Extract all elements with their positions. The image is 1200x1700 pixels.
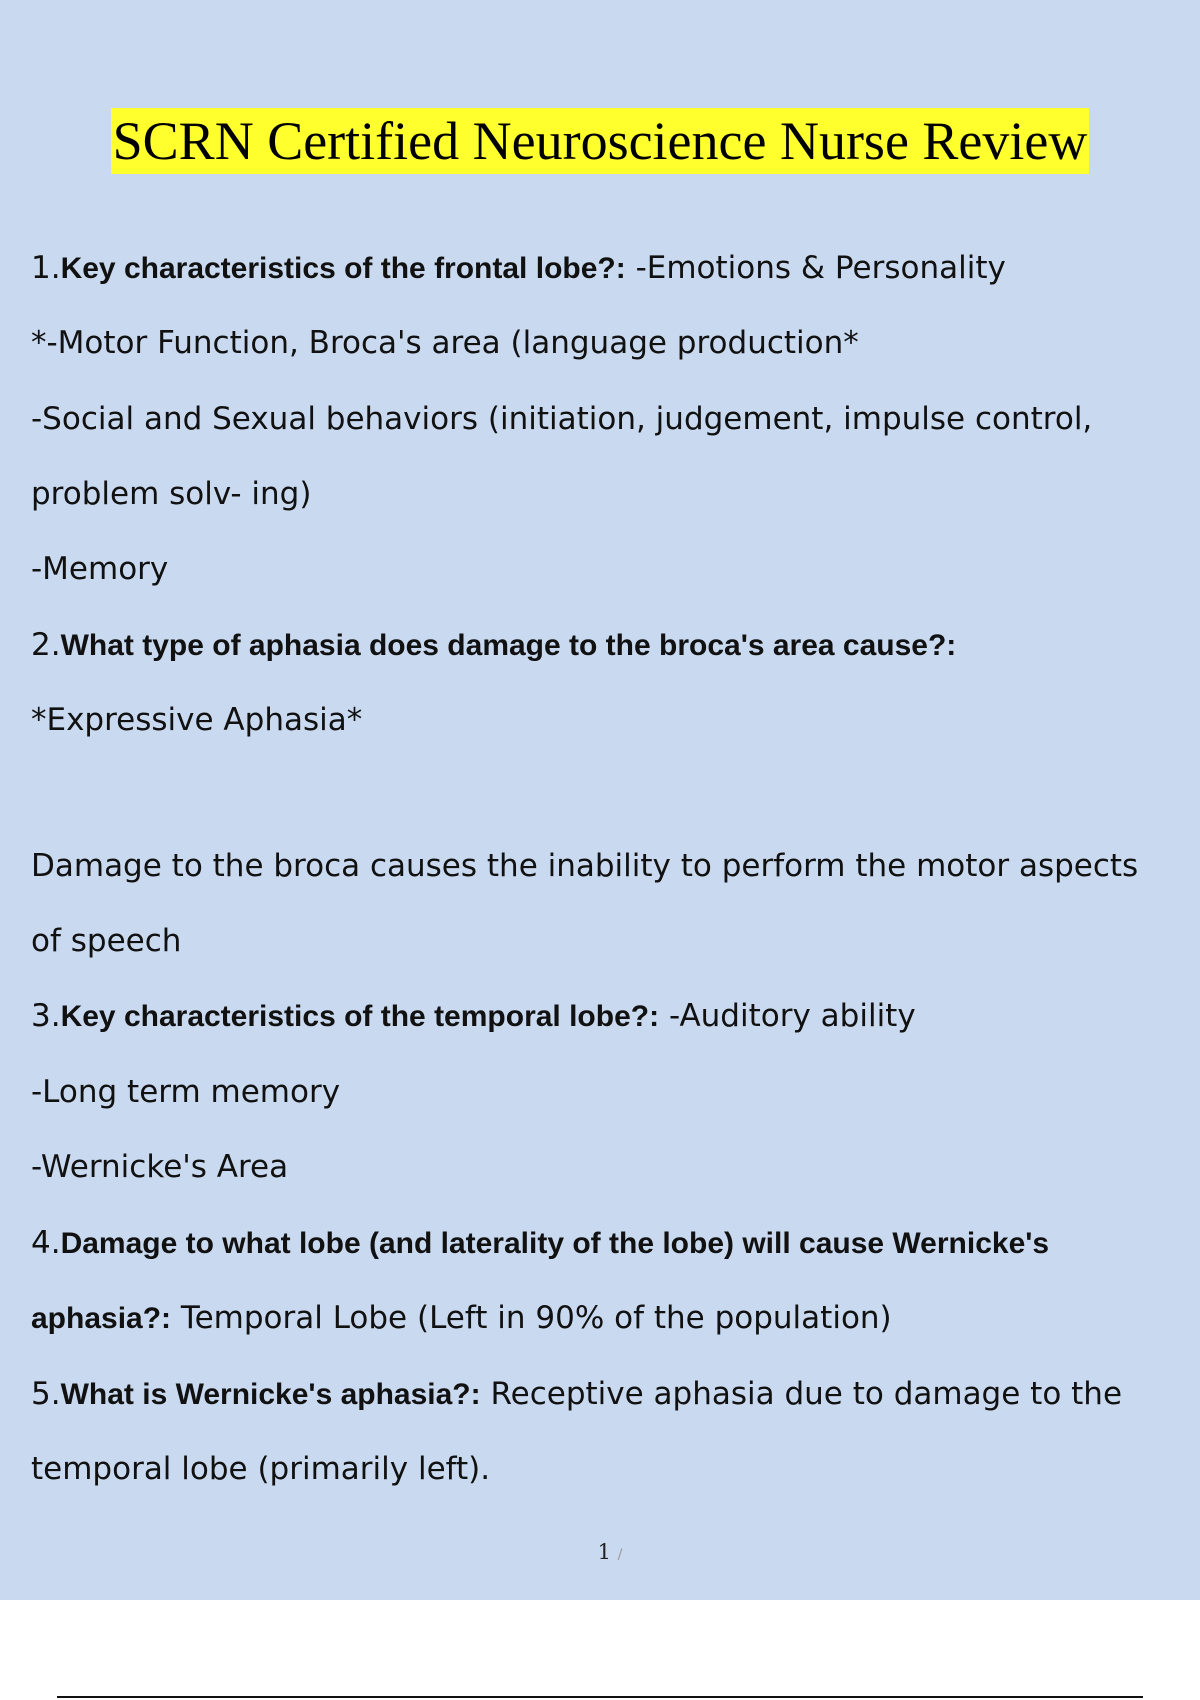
question-text: aphasia?:	[31, 1302, 172, 1335]
item-number: 5.	[31, 1376, 61, 1412]
page-number-separator: /	[617, 1547, 623, 1563]
answer-line: -Wernicke's Area	[31, 1149, 289, 1185]
list-item	[31, 625, 1186, 666]
answer-line: -Memory	[31, 551, 169, 587]
answer-line: problem solv- ing)	[31, 476, 312, 512]
list-item	[31, 996, 1186, 1037]
question-text: Key characteristics of the frontal lobe?:	[60, 252, 626, 285]
list-item	[31, 1223, 1186, 1264]
answer-line: of speech	[31, 923, 182, 959]
item-number: 4.	[31, 1225, 61, 1261]
item-number: 2.	[31, 627, 61, 663]
answer-text: Temporal Lobe (Left in 90% of the population)	[171, 1300, 892, 1336]
item-number: 1.	[31, 250, 61, 286]
list-item-continuation	[31, 1298, 1186, 1339]
question-text: Key characteristics of the temporal lobe?:	[60, 1000, 660, 1033]
list-item	[31, 248, 1186, 289]
page-number-value: 1	[597, 1540, 611, 1564]
answer-text: -Emotions & Personality	[625, 250, 1006, 286]
question-text: What type of aphasia does damage to the broca's area cause?:	[60, 629, 957, 662]
answer-line: Damage to the broca causes the inability to perform the motor aspects	[31, 848, 1139, 884]
question-text: Damage to what lobe (and laterality of the lobe) will cause Wernicke's	[60, 1227, 1050, 1260]
item-number: 3.	[31, 998, 61, 1034]
answer-line: -Long term memory	[31, 1074, 341, 1110]
question-text: What is Wernicke's aphasia?:	[60, 1378, 481, 1411]
footer-divider	[57, 1696, 1143, 1698]
document-title: SCRN Certified Neuroscience Nurse Review	[111, 108, 1090, 174]
answer-line: -Social and Sexual behaviors (initiation, judgement, impulse control,	[31, 401, 1093, 437]
answer-line: temporal lobe (primarily left).	[31, 1451, 491, 1487]
list-item	[31, 1374, 1186, 1415]
answer-text: -Auditory ability	[659, 998, 916, 1034]
answer-line: *-Motor Function, Broca's area (language production*	[31, 325, 859, 361]
answer-text: Receptive aphasia due to damage to the	[480, 1376, 1123, 1412]
answer-line: *Expressive Aphasia*	[31, 702, 363, 738]
title-container	[0, 108, 1200, 174]
page-number	[0, 1540, 1200, 1564]
